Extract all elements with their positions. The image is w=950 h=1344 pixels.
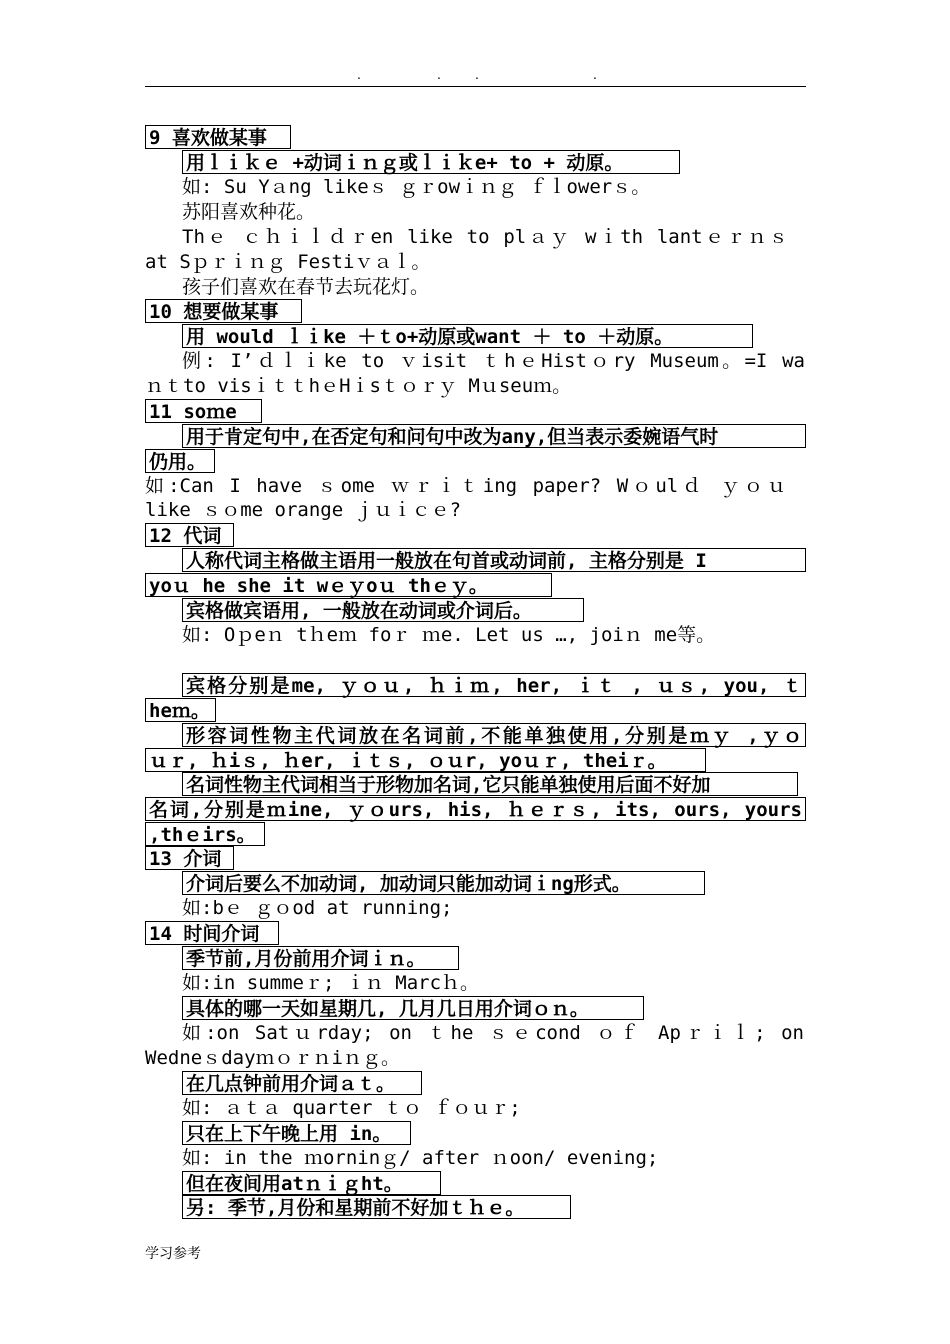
boxed-line: 用于肯定句中,在否定句和问句中改为any,但当表示委婉语气时 bbox=[182, 424, 806, 448]
text-line: Thｅ ｃｈｉｌｄｒen like to plａｙ wｉth lantｅｒｎｓ bbox=[182, 226, 788, 248]
text-line: 如: Su Yａng likeｓ ｇｒowｉｎｇ ｆｌowerｓ。 bbox=[182, 176, 651, 198]
boxed-line: 在几点钟前用介词ａｔ。 bbox=[182, 1071, 422, 1095]
text-line: Wedneｓdayｍｏｒｎiｎｇ。 bbox=[145, 1047, 400, 1069]
boxed-line: 另: 季节,月份和星期前不好加ｔｈｅ。 bbox=[182, 1195, 571, 1219]
boxed-line: 11 soｍe bbox=[145, 399, 262, 423]
text-line: 如: Oｐeｎ tｈeｍ foｒ ｍe. Let us …, joiｎ me等。 bbox=[182, 624, 716, 646]
boxed-line: 人称代词主格做主语用一般放在句首或动词前, 主格分别是 I bbox=[182, 548, 806, 572]
boxed-line: 用 would ｌｉke ＋ｔo+动原或want ＋ to ＋动原。 bbox=[182, 324, 753, 348]
boxed-line: 名词性物主代词相当于形物加名词,它只能单独使用后面不好加 bbox=[182, 772, 798, 796]
text-line: 如: in the ｍorninｇ/ after ｎoon/ evening; bbox=[182, 1147, 659, 1169]
header-dot: . bbox=[593, 66, 597, 82]
text-line: like ｓｏme orange ｊｕｉｃｅ? bbox=[145, 499, 462, 521]
boxed-line: 形容词性物主代词放在名词前,不能单独使用,分别是ｍｙ ,ｙｏ bbox=[182, 723, 806, 747]
text-line: 孩子们喜欢在春节去玩花灯。 bbox=[182, 276, 430, 298]
boxed-line: 具体的哪一天如星期几, 几月几日用介词ｏｎ。 bbox=[182, 996, 644, 1020]
boxed-line: 13 介词 bbox=[145, 846, 234, 870]
boxed-line: 仍用。 bbox=[145, 449, 215, 473]
header-dot: . bbox=[437, 66, 441, 82]
boxed-line: 用ｌｉｋｅ +动词ｉｎｇ或ｌｉｋe+ to + 动原。 bbox=[182, 150, 680, 174]
boxed-line: 但在夜间用atｎｉｇht。 bbox=[182, 1171, 441, 1195]
boxed-line: 季节前,月份前用介词ｉｎ。 bbox=[182, 946, 459, 970]
text-line: 如:Can I have ｓome ｗｒｉｔing paper? Wｏulｄ ｙｏｕ bbox=[145, 475, 786, 497]
boxed-line: 介词后要么不加动词, 加动词只能加动词ｉng形式。 bbox=[182, 871, 705, 895]
boxed-line: 名词,分别是ｍine, ｙｏurs, his, ｈｅｒｓ, its, ours, yours bbox=[145, 797, 806, 821]
header-rule bbox=[145, 86, 806, 87]
boxed-line: 宾格做宾语用, 一般放在动词或介词后。 bbox=[182, 598, 584, 622]
boxed-line: 12 代词 bbox=[145, 523, 234, 547]
text-line: 如: ａｔａ quarter ｔｏ ｆｏｕｒ; bbox=[182, 1097, 521, 1119]
header-dot: . bbox=[475, 66, 479, 82]
boxed-line: heｍ。 bbox=[145, 698, 216, 722]
text-line: 苏阳喜欢种花。 bbox=[182, 201, 316, 223]
text-line: 如:in summeｒ; ｉｎ Marcｈ。 bbox=[182, 972, 480, 994]
boxed-line: 只在上下午晚上用 in。 bbox=[182, 1121, 411, 1145]
text-line: 例: I’ｄｌｉke to ｖisit ｔhｅHistｏry Museum。=I wa bbox=[182, 350, 805, 372]
header-dots bbox=[145, 66, 805, 82]
text-line: ｎｔto visｉｔｔhｅHｉsｔｏｒｙ Mｕseuｍ。 bbox=[145, 375, 572, 397]
boxed-line: 14 时间介词 bbox=[145, 921, 279, 945]
text-line: at Sｐｒｉｎｇ Festiｖａｌ。 bbox=[145, 251, 431, 273]
boxed-line: ｕｒ, ｈiｓ, ｈer, ｉｔｓ, ｏｕr, yoｕｒ, theiｒ。 bbox=[145, 748, 706, 772]
footer-text: 学习参考 bbox=[145, 1246, 201, 1262]
text-line: 如:bｅ ｇｏod at running; bbox=[182, 897, 453, 919]
boxed-line: 宾格分别是me, ｙｏｕ, ｈｉｍ, her, ｉｔ , ｕｓ, you, ｔ bbox=[182, 673, 806, 697]
boxed-line: 9 喜欢做某事 bbox=[145, 125, 291, 149]
boxed-line: 10 想要做某事 bbox=[145, 299, 302, 323]
text-line: 如:on Satｕrday; on ｔhe ｓｅcond ｏｆ Apｒｉｌ; on bbox=[182, 1022, 804, 1044]
boxed-line: yoｕ he she it wｅｙoｕ thｅｙ。 bbox=[145, 573, 552, 597]
boxed-line: ,thｅirs。 bbox=[145, 822, 265, 846]
header-dot: . bbox=[357, 66, 361, 82]
